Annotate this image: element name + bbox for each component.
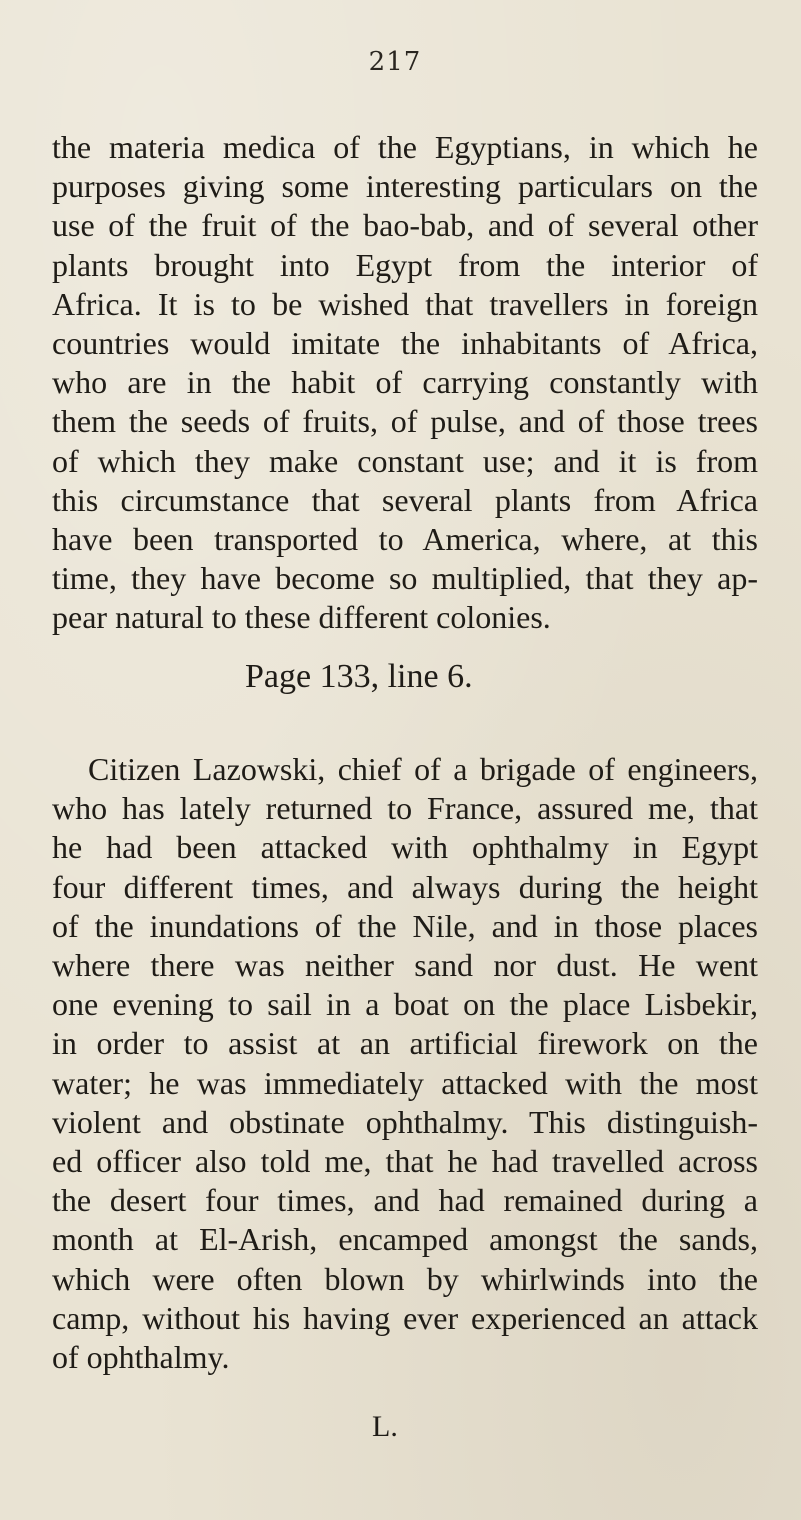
page-number: 217 [368,47,422,77]
text-line: water; he was immediately attacked with the most [52,1064,758,1101]
signature-initial: L. [372,1410,398,1443]
text-line: which were often blown by whirlwinds into the [52,1260,758,1297]
paragraph-materia-medica [52,128,758,638]
text-line: have been transported to America, where, at this [52,521,758,558]
text-line: them the seeds of fruits, of pulse, and of those trees [52,403,758,440]
text-line: the desert four times, and had remained during a [52,1182,758,1219]
text-line: where there was neither sand nor dust. He went [52,947,758,984]
text-line: ed officer also told me, that he had travelled across [52,1143,758,1180]
text-line: four different times, and always during the height [52,868,758,905]
text-line: he had been attacked with ophthalmy in Egypt [52,829,758,866]
section-heading: Page 133, line 6. [245,658,473,695]
text-line: pear natural to these different colonies. [52,599,551,636]
text-line: month at El-Arish, encamped amongst the sands, [52,1221,758,1258]
text-line: of ophthalmy. [52,1339,230,1376]
text-line: Citizen Lazowski, chief of a brigade of engineers, [88,751,758,787]
text-line: plants brought into Egypt from the interior of [52,246,758,283]
text-line: violent and obstinate ophthalmy. This distinguish- [52,1103,758,1140]
text-line: Africa. It is to be wished that travellers in foreign [52,285,758,322]
text-line: in order to assist at an artificial firework on the [52,1025,758,1062]
text-line: the materia medica of the Egyptians, in which he [52,129,758,165]
paragraph-lazowski [52,750,758,1377]
text-line: purposes giving some interesting particulars on the [52,168,758,205]
text-line: use of the fruit of the bao-bab, and of several other [52,207,758,244]
text-line: one evening to sail in a boat on the place Lisbekir, [52,986,758,1023]
text-line: of the inundations of the Nile, and in those places [52,907,758,944]
text-line: time, they have become so multiplied, that they ap- [52,560,758,597]
text-line: this circumstance that several plants from Africa [52,481,758,518]
text-line: countries would imitate the inhabitants of Africa, [52,325,758,362]
text-line: who has lately returned to France, assured me, that [52,790,758,827]
text-line: of which they make constant use; and it is from [52,442,758,479]
text-line: who are in the habit of carrying constantly with [52,364,758,401]
text-line: camp, without his having ever experienced an attack [52,1299,758,1336]
